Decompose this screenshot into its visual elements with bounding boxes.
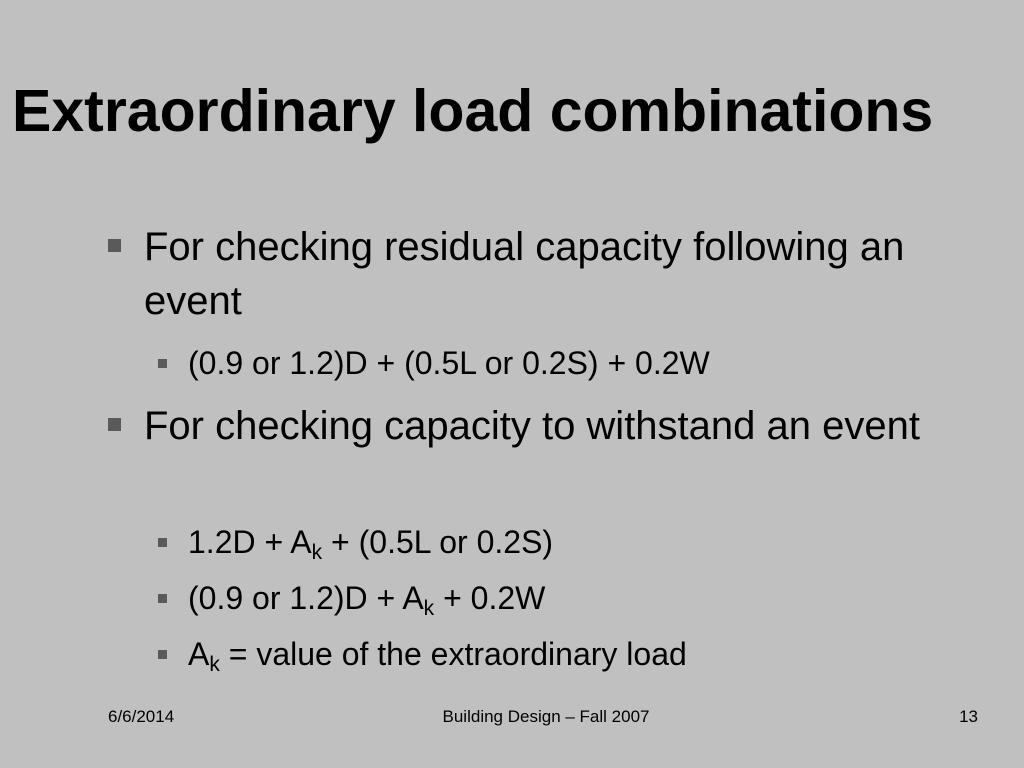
bullet-item xyxy=(108,399,968,453)
square-bullet-icon xyxy=(108,418,121,431)
footer-date: 6/6/2014 xyxy=(108,707,175,726)
sub-bullet-item xyxy=(158,576,958,620)
sub-bullet-item xyxy=(158,520,958,564)
footer-title: Building Design – Fall 2007 xyxy=(442,707,650,726)
square-bullet-icon xyxy=(158,594,167,603)
sub-bullet-text xyxy=(188,576,958,620)
bullet-text: For checking capacity to withstand an event xyxy=(144,404,920,448)
formula-text: (0.9 or 1.2)D + (0.5L or 0.2S) + 0.2W xyxy=(188,345,710,381)
formula-text: A xyxy=(188,636,210,672)
subscript: k xyxy=(423,597,435,620)
square-bullet-icon xyxy=(108,239,121,252)
subscript: k xyxy=(209,653,220,676)
bullet-item xyxy=(108,220,968,328)
formula-text: + 0.2W xyxy=(434,580,546,616)
square-bullet-icon xyxy=(158,538,167,547)
sub-bullet-text xyxy=(188,632,958,676)
formula-text: (0.9 or 1.2)D + A xyxy=(188,580,424,616)
sub-bullet-item xyxy=(158,632,958,676)
slide-title: Extraordinary load combinations xyxy=(12,78,934,144)
formula-text: + (0.5L or 0.2S) xyxy=(322,524,554,560)
sub-bullet-item xyxy=(158,341,958,385)
subscript: k xyxy=(311,541,323,564)
bullet-text: For checking residual capacity following an event xyxy=(144,225,905,323)
sub-bullet-text xyxy=(188,341,958,385)
page-number: 13 xyxy=(959,707,978,726)
square-bullet-icon xyxy=(158,359,167,368)
formula-text: = value of the extraordinary load xyxy=(219,636,687,672)
sub-bullet-text xyxy=(188,520,958,564)
formula-text: 1.2D + A xyxy=(188,524,312,560)
square-bullet-icon xyxy=(158,650,167,659)
